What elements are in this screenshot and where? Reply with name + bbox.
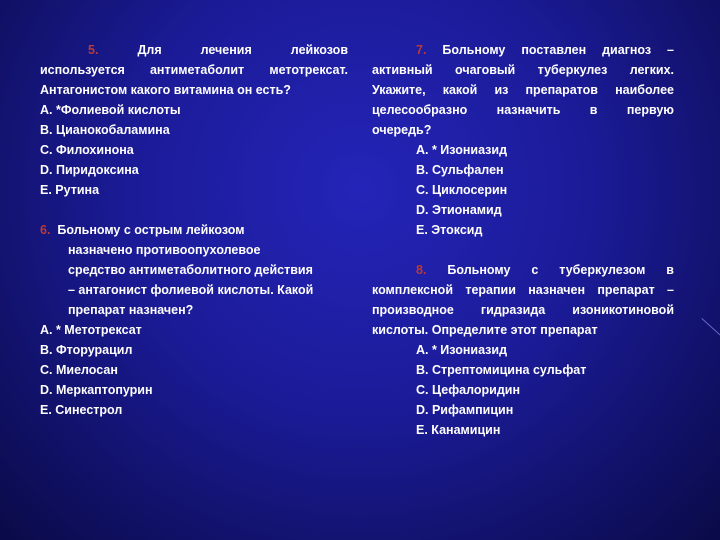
question-7-stem-line-3: Укажите, какой из препаратов наиболее: [372, 83, 674, 97]
question-5-stem-line-1: 5. Для лечения лейкозов: [88, 43, 348, 57]
question-8-stem-line-4: кислоты. Определите этот препарат: [372, 323, 598, 337]
answer-option: C. Цефалоридин: [416, 383, 520, 397]
question-6-stem-line-5: препарат назначен?: [68, 303, 194, 317]
answer-option: E. Рутина: [40, 183, 100, 197]
question-number: 8.: [416, 263, 427, 277]
answer-option: A. *Фолиевой кислоты: [40, 103, 181, 117]
question-7-stem-line-5: очередь?: [372, 123, 432, 137]
answer-option: D. Пиридоксина: [40, 163, 139, 177]
question-7-stem-line-2: активный очаговый туберкулез легких.: [372, 63, 674, 77]
question-5: [40, 40, 348, 200]
question-6-stem-line-3: средство антиметаболитного действия: [68, 263, 313, 277]
question-7-stem-line-1: 7. Больному поставлен диагноз –: [416, 43, 674, 57]
answer-option: E. Канамицин: [416, 423, 501, 437]
question-8-stem-line-1: 8. Больному с туберкулезом в: [416, 263, 674, 277]
question-6-stem-line-4: – антагонист фолиевой кислоты. Какой: [68, 283, 314, 297]
answer-option: C. Циклосерин: [416, 183, 508, 197]
question-8-stem-line-3: производное гидразида изоникотиновой: [372, 303, 674, 317]
question-6: [40, 220, 348, 420]
answer-option: A. * Изониазид: [416, 343, 508, 357]
question-8-stem-line-2: комплексной терапии назначен препарат –: [372, 283, 674, 297]
decorative-streak: [701, 318, 720, 336]
question-6-stem-line-1: 6. Больному с острым лейкозом: [40, 223, 245, 237]
question-7-stem-line-4: целесообразно назначить в первую: [372, 103, 674, 117]
answer-option: B. Фторурацил: [40, 343, 133, 357]
question-5-stem-line-3: Антагонистом какого витамина он есть?: [40, 83, 291, 97]
answer-option: B. Цианокобаламина: [40, 123, 170, 137]
answer-option: A. * Метотрексат: [40, 323, 142, 337]
answer-option: B. Сульфален: [416, 163, 504, 177]
answer-option: D. Меркаптопурин: [40, 383, 153, 397]
question-8: [372, 260, 674, 440]
question-5-stem-line-2: используется антиметаболит метотрексат.: [40, 63, 348, 77]
answer-option: A. * Изониазид: [416, 143, 508, 157]
question-number: 6.: [40, 223, 51, 237]
answer-option: B. Стрептомицина сульфат: [416, 363, 587, 377]
question-number: 7.: [416, 43, 427, 57]
answer-option: E. Синестрол: [40, 403, 123, 417]
question-number: 5.: [88, 43, 99, 57]
question-7: [372, 40, 674, 240]
question-6-stem-line-2: назначено противоопухолевое: [68, 243, 261, 257]
right-column: [372, 40, 674, 440]
answer-option: D. Рифампицин: [416, 403, 514, 417]
left-column: [40, 40, 348, 420]
answer-option: D. Этионамид: [416, 203, 502, 217]
answer-option: C. Филохинона: [40, 143, 134, 157]
answer-option: E. Этоксид: [416, 223, 483, 237]
answer-option: C. Миелосан: [40, 363, 118, 377]
